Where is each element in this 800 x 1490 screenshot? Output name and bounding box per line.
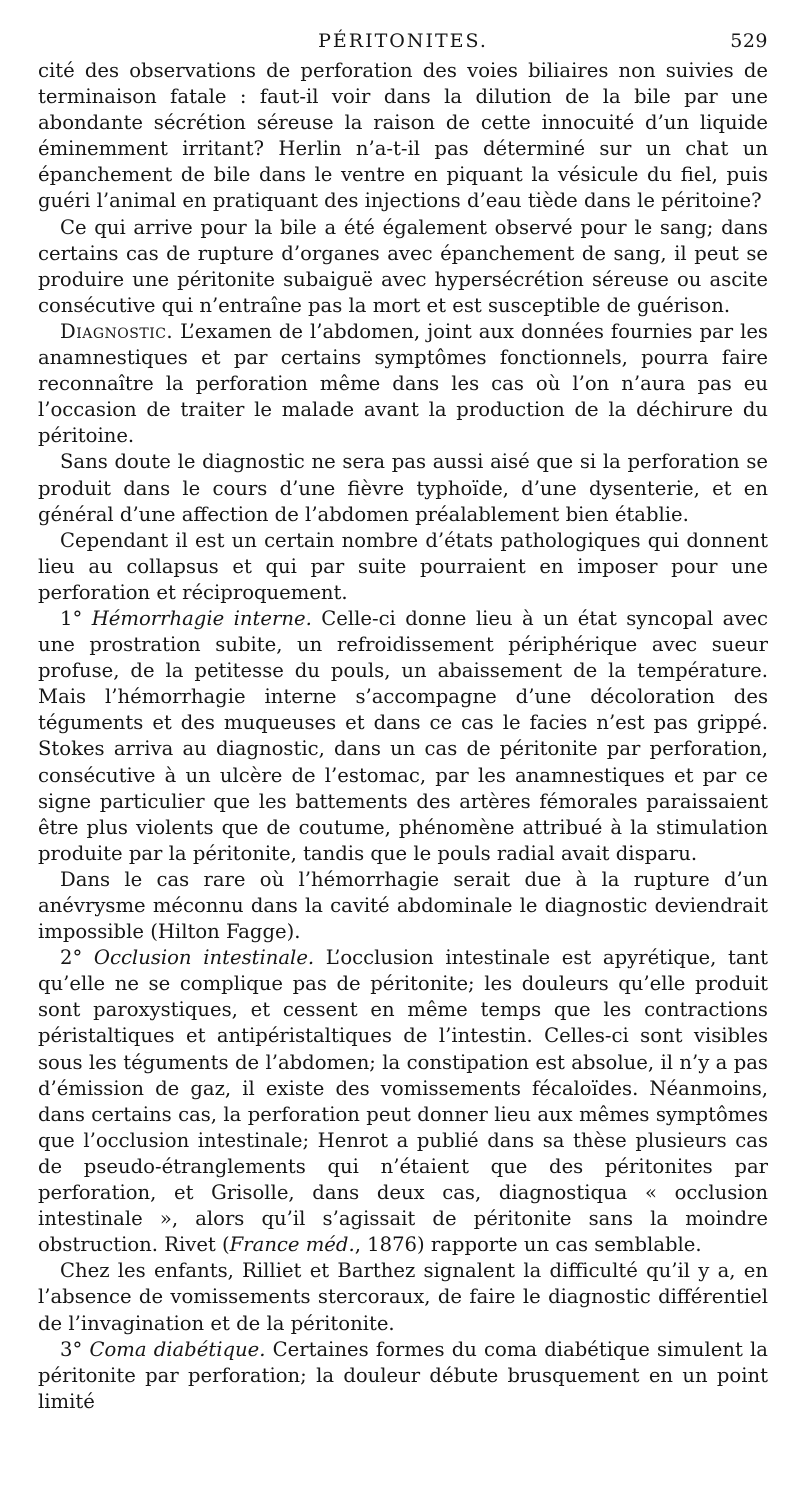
item-number: 3° bbox=[60, 1337, 83, 1361]
paragraph-text: Chez les enfants, Rilliet et Barthez signalent la difficulté qu’il y a, en l’absence de vomissements stercoraux, de faire le diagnostic différentiel de l’invagination et de la péritonite. bbox=[38, 1259, 768, 1335]
paragraph-diagnostic bbox=[38, 319, 768, 449]
section-heading: Diagnostic. bbox=[60, 319, 174, 343]
paragraph-text: L’occlusion intestinale est apyrétique, tant qu’elle ne se complique pas de péritonite; les douleurs qu’elle produit sont paroxystiques, et cessent en même temps que les contractions péristaltiques et antipéristaltiques de l’intestin. Celles-ci sont visibles sous les téguments de l’abdomen; la constipation est absolue, il n’y a pas d’émission de gaz, il existe des vomissements fécaloïdes. Néanmoins, dans certains cas, la perforation peut donner lieu aux mêmes symptômes que l’occlusion intestinale; Henrot a publié dans sa thèse plusieurs cas de pseudo-étranglements qui n’étaient que des péritonites par perforation, et Grisolle, dans deux cas, diagnostiqua « occlusion intestinale », alors qu’il s’agissait de péritonite sans la moindre obstruction. Rivet ( bbox=[38, 946, 768, 1257]
paragraph bbox=[38, 215, 768, 319]
citation-journal: France méd. bbox=[229, 1233, 355, 1257]
body-text bbox=[38, 58, 768, 1415]
paragraph-coma bbox=[38, 1337, 768, 1415]
running-title: PÉRITONITES. bbox=[318, 30, 488, 52]
item-number: 2° bbox=[60, 946, 83, 970]
paragraph bbox=[38, 449, 768, 527]
paragraph-occlusion bbox=[38, 945, 768, 1258]
item-heading: Hémorrhagie interne. bbox=[91, 606, 312, 630]
paragraph-text: Certaines formes du coma diabétique simulent la péritonite par perforation; la douleur débute brusquement en un point limité bbox=[38, 1337, 768, 1413]
item-heading: Occlusion intestinale. bbox=[93, 946, 315, 970]
paragraph-hemorrhagie bbox=[38, 606, 768, 867]
paragraph bbox=[38, 58, 768, 215]
paragraph-text: Dans le cas rare où l’hémorrhagie serait due à la rupture d’un anévrysme méconnu dans la cavité abdominale le diagnostic deviendrait impossible (Hilton Fagge). bbox=[38, 867, 768, 944]
paragraph-text: Sans doute le diagnostic ne sera pas aussi aisé que si la perforation se produit dans le cours d’une fièvre typhoïde, d’une dysenterie, et en général d’une affection de l’abdomen préalablement bien établie. bbox=[38, 450, 768, 526]
paragraph bbox=[38, 528, 768, 606]
paragraph bbox=[38, 867, 768, 945]
paragraph-text-tail: , 1876) rapporte un cas semblable. bbox=[354, 1233, 702, 1257]
paragraph-text: Celle-ci donne lieu à un état syncopal avec une prostration subite, un refroidissement périphérique avec sueur profuse, de la petitesse du pouls, un abaissement de la température. Mais l’hémorrhagie interne s’accompagne d’une décoloration des téguments et des muqueuses et dans ce cas le facies n’est pas grippé. Stokes arriva au diagnostic, dans un cas de péritonite par perforation, consécutive à un ulcère de l’estomac, par les anamnestiques et par ce signe particulier que les battements des artères fémorales paraissaient être plus violents que de coutume, phénomène attribué à la stimulation produite par la péritonite, tandis que le pouls radial avait disparu. bbox=[38, 606, 769, 865]
page-number: 529 bbox=[730, 30, 768, 52]
paragraph-text: cité des observations de perforation des voies biliaires non suivies de terminaison fatale : faut-il voir dans la dilution de la bile par une abondante sécrétion séreuse la raison de cette innocuité d’un liquide éminemment irritant? Herlin n’a-t-il pas déterminé sur un chat un épanchement de bile dans le ventre en piquant la vésicule du fiel, puis guéri l’animal en pratiquant des injections d’eau tiède dans le péritoine? bbox=[38, 59, 768, 213]
paragraph-text: Ce qui arrive pour la bile a été également observé pour le sang; dans certains cas de rupture d’organes avec épanchement de sang, il peut se produire une péritonite subaiguë avec hypersécrétion séreuse ou ascite consécutive qui n’entraîne pas la mort et est susceptible de guérison. bbox=[38, 215, 768, 317]
paragraph-text: Cependant il est un certain nombre d’états pathologiques qui donnent lieu au collapsus et qui par suite pourraient en imposer pour une perforation et réciproquement. bbox=[38, 528, 768, 604]
item-number: 1° bbox=[60, 606, 83, 630]
paragraph-text: L’examen de l’abdomen, joint aux données fournies par les anamnestiques et par certains symptômes fonctionnels, pourra faire reconnaître la perforation même dans les cas où l’on n’aura pas eu l’occasion de traiter le malade avant la production de la déchirure du péritoine. bbox=[38, 319, 768, 448]
paragraph bbox=[38, 1258, 768, 1336]
running-header bbox=[38, 30, 768, 58]
item-heading: Coma diabétique. bbox=[89, 1337, 266, 1361]
